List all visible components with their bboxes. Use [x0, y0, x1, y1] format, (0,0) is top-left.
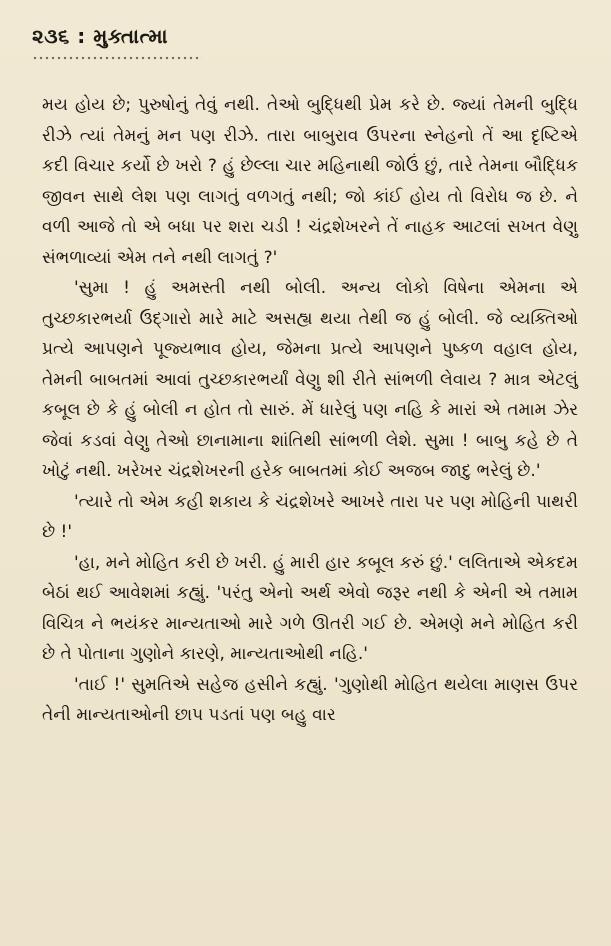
header-dotted-rule	[32, 56, 202, 60]
paragraph: 'સુમા ! હું અમસ્તી નથી બોલી. અન્ય લોકો વિષેના એમના એ તુચ્છકારભર્યા ઉદ્ગારો મારે માટે અસહ્ય થયા તેથી જ હું બોલી. જે વ્યક્તિઓ પ્રત્યે આપણને પૂજ્યભાવ હોય, જેમના પ્રત્યે આપણને પુષ્કળ વહાલ હોય, તેમની બાબતમાં આવાં તુચ્છકારભર્યાં વેણુ શી રીતે સાંભળી લેવાય ? માત્ર એટલું કબૂલ છે કે હું બોલી ન હોત તો સારું. મેં ધારેલું પણ નહિ કે મારાં એ તમામ ઝેર જેવાં કડવાં વેણુ તેઓ છાનામાના શાંતિથી સાંભળી લેશે. સુમા ! બાબુ કહે છે તે ખોટું નથી. ખરેખર ચંદ્રશેખરની હરેક બાબતમાં કોઈ અજબ જાદુ ભરેલું છે.'	[42, 278, 578, 481]
book-title: મુક્તાત્મા	[93, 24, 168, 48]
page-number: ૨૩૬	[32, 24, 70, 48]
body-text	[42, 90, 578, 731]
paragraph: 'તાઈ !' સુમતિએ સહેજ હસીને કહ્યું. 'ગુણોથી મોહિત થયેલા માણસ ઉપર તેની માન્યતાઓની છાપ પડતાં પણ બહુ વાર	[42, 674, 578, 725]
paragraph-continuation: મય હોય છે; પુરુષોનું તેવું નથી. તેઓ બુદ્ધિથી પ્રેમ કરે છે. જ્યાં તેમની બુદ્ધિ રીઝે ત્યાં તેમનું મન પણ રીઝે. તારા બાબુરાવ ઉપરના સ્નેહનો તેં આ દૃષ્ટિએ કદી વિચાર કર્યો છે ખરો ? હું છેલ્લા ચાર મહિનાથી જોઉં છું, તારે તેમના બૌદ્ધિક જીવન સાથે લેશ પણ લાગતું વળગતું નથી; જો કાંઈ હોય તો વિરોધ જ છે. ને વળી આજે તો એ બધા પર શરા ચડી ! ચંદ્રશેખરને તેં નાહક આટલાં સખત વેણુ સંભળાવ્યાં એમ તને નથી લાગતું ?'	[42, 95, 578, 268]
running-head	[32, 24, 168, 48]
paragraph: 'હા, મને મોહિત કરી છે ખરી. હું મારી હાર કબૂલ કરું છું.' લલિતાએ એકદમ બેઠાં થઈ આવેશમાં કહ્યું. 'પરંતુ એનો અર્થ એવો જરૂર નથી કે એની એ તમામ વિચિત્ર ને ભયંકર માન્યતાઓ મારે ગળે ઊતરી ગઈ છે. એમણે મને મોહિત કરી છે તે પોતાના ગુણોને કારણે, માન્યતાઓથી નહિ.'	[42, 552, 579, 664]
paragraph: 'ત્યારે તો એમ કહી શકાય કે ચંદ્રશેખરે આખરે તારા પર પણ મોહિની પાથરી છે !'	[42, 491, 578, 542]
header-separator: :	[77, 24, 86, 48]
